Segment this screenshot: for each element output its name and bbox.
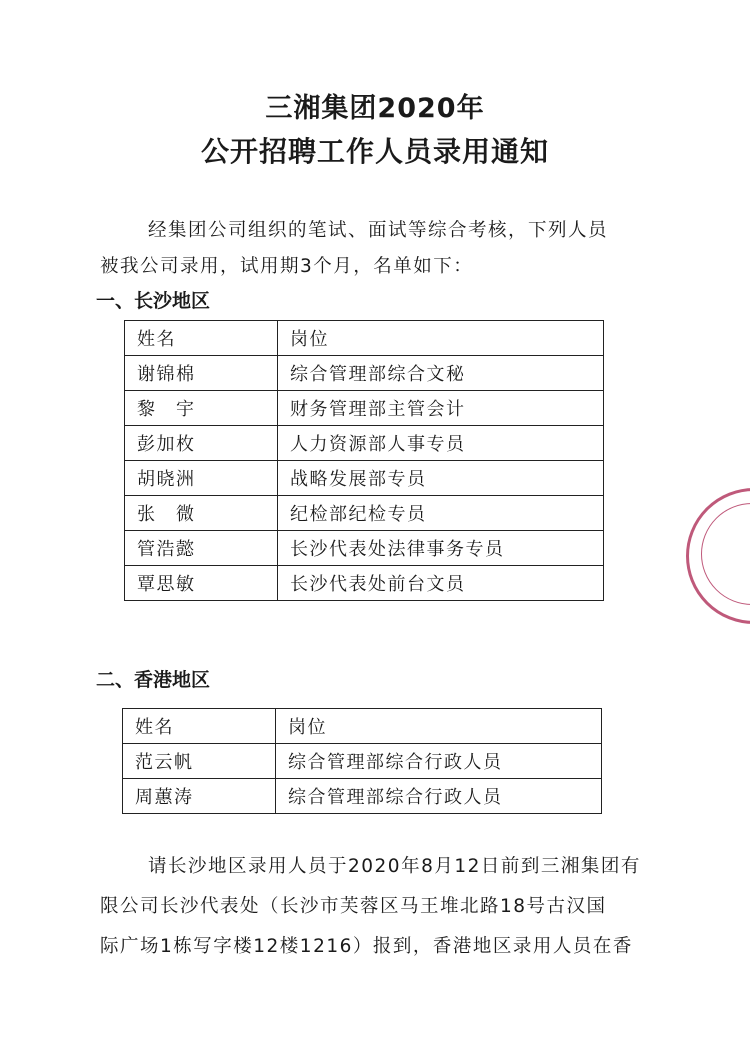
position-cell: 长沙代表处前台文员 — [278, 566, 604, 601]
document-title-line2: 公开招聘工作人员录用通知 — [200, 135, 549, 168]
header-name: 姓名 — [123, 709, 276, 744]
table-row — [125, 426, 604, 461]
closing-line3: 际广场1栋写字楼12楼1216）报到，香港地区录用人员在香 — [100, 936, 633, 957]
company-seal-stamp — [686, 488, 750, 624]
name-cell: 范云帆 — [123, 744, 276, 779]
position-cell: 战略发展部专员 — [278, 461, 604, 496]
name-cell: 管浩懿 — [125, 531, 278, 566]
changsha-staff-table — [124, 320, 604, 601]
table-row — [125, 356, 604, 391]
name-cell: 黎 宇 — [125, 391, 278, 426]
table-row — [125, 461, 604, 496]
header-name: 姓名 — [125, 321, 278, 356]
name-cell: 彭加枚 — [125, 426, 278, 461]
name-cell: 张 微 — [125, 496, 278, 531]
position-cell: 人力资源部人事专员 — [278, 426, 604, 461]
name-cell: 周蕙涛 — [123, 779, 276, 814]
table-header-row — [125, 321, 604, 356]
position-cell: 长沙代表处法律事务专员 — [278, 531, 604, 566]
closing-line2: 限公司长沙代表处（长沙市芙蓉区马王堆北路18号古汉国 — [100, 896, 607, 917]
table-row — [125, 531, 604, 566]
table-row — [125, 566, 604, 601]
section-heading-hongkong: 二、香港地区 — [96, 669, 211, 691]
name-cell: 覃思敏 — [125, 566, 278, 601]
hongkong-staff-table — [122, 708, 602, 814]
position-cell: 综合管理部综合文秘 — [278, 356, 604, 391]
table-header-row — [123, 709, 602, 744]
position-cell: 财务管理部主管会计 — [278, 391, 604, 426]
table-row — [123, 744, 602, 779]
header-position: 岗位 — [278, 321, 604, 356]
intro-line2: 被我公司录用，试用期3个月，名单如下： — [100, 256, 474, 277]
name-cell: 谢锦棉 — [125, 356, 278, 391]
header-position: 岗位 — [276, 709, 602, 744]
position-cell: 综合管理部综合行政人员 — [276, 744, 602, 779]
position-cell: 综合管理部综合行政人员 — [276, 779, 602, 814]
position-cell: 纪检部纪检专员 — [278, 496, 604, 531]
table-row — [123, 779, 602, 814]
table-row — [125, 391, 604, 426]
closing-line1: 请长沙地区录用人员于2020年8月12日前到三湘集团有 — [148, 856, 641, 877]
table-row — [125, 496, 604, 531]
section-heading-changsha: 一、长沙地区 — [96, 290, 211, 312]
seal-inner-ring — [701, 503, 750, 605]
intro-line1: 经集团公司组织的笔试、面试等综合考核，下列人员 — [148, 220, 609, 241]
name-cell: 胡晓洲 — [125, 461, 278, 496]
document-title-line1: 三湘集团2020年 — [265, 93, 485, 124]
